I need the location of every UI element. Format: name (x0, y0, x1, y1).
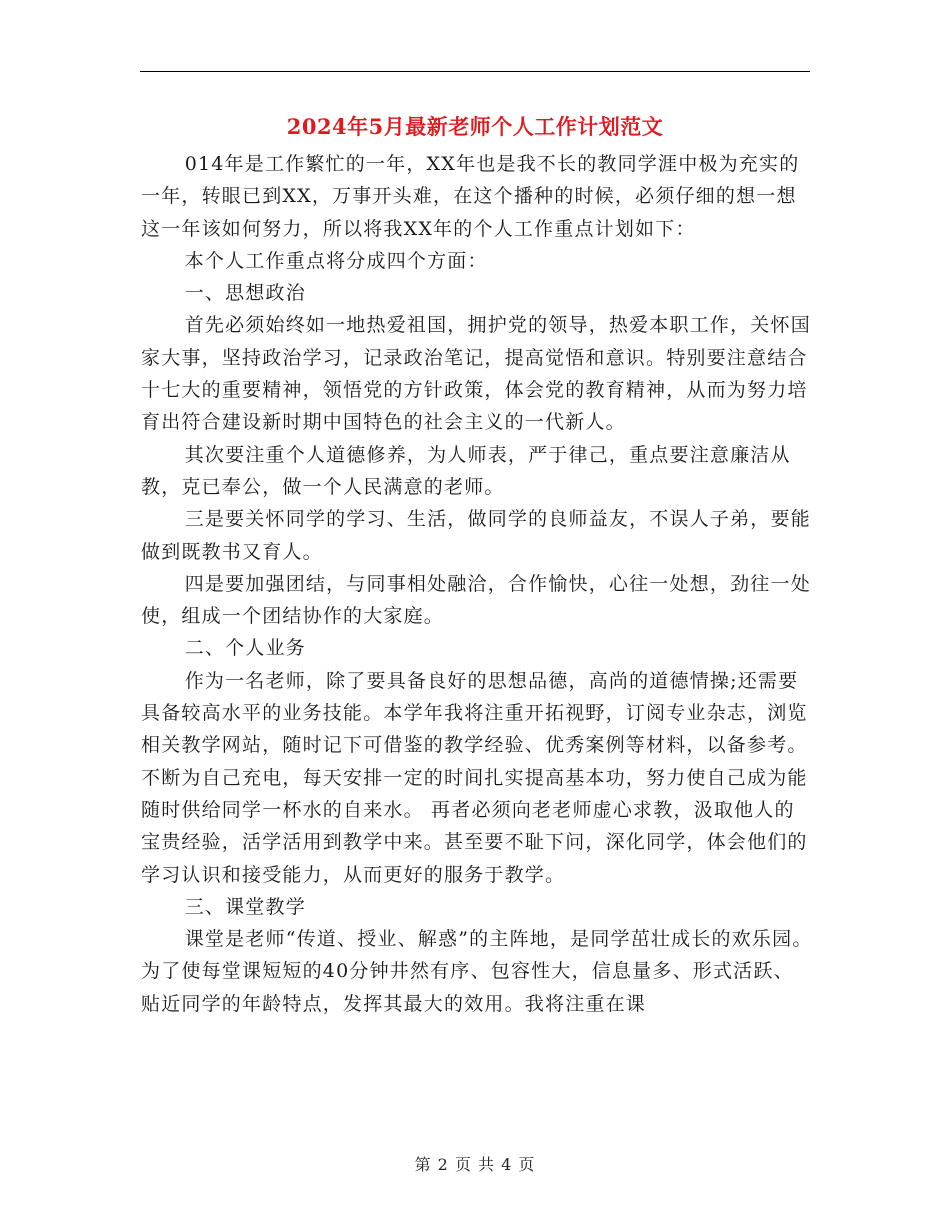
document-title: 2024年5月最新老师个人工作计划范文 (286, 114, 664, 139)
paragraph: 课堂是老师“传道、授业、解惑”的主阵地，是同学茁壮成长的欢乐园。为了使每堂课短短的40分钟井然有序、包容性大，信息量多、形式活跃、贴近同学的年龄特点，发挥其最大的效用。我将注重在课 (141, 928, 813, 1015)
paragraph: 四是要加强团结，与同事相处融洽，合作愉快，心往一处想，劲往一处使，组成一个团结协作的大家庭。 (141, 572, 811, 628)
paragraph: 本个人工作重点将分成四个方面： (184, 249, 488, 272)
paragraph: 014年是工作繁忙的一年，XX年也是我不长的教同学涯中极为充实的一年，转眼已到XX，万事开头难，在这个播种的时候，必须仔细的想一想这一年该如何努力，所以将我XX年的个人工作重点计划如下： (141, 153, 800, 240)
section-heading: 二、个人业务 (184, 637, 306, 660)
paragraph: 三是要关怀同学的学习、生活，做同学的良师益友，不误人子弟，要能做到既教书又育人。 (141, 508, 811, 563)
paragraph: 其次要注重个人道德修养，为人师表，严于律己，重点要注意廉洁从教，克已奉公，做一个人民满意的老师。 (141, 443, 791, 498)
section-heading: 一、思想政治 (184, 282, 306, 305)
document-body (141, 148, 813, 1020)
page-number: 第 2 页 共 4 页 (414, 1155, 536, 1174)
paragraph: 首先必须始终如一地热爱祖国，拥护党的领导，热爱本职工作，关怀国家大事，坚持政治学习，记录政治笔记，提高觉悟和意识。特别要注意结合十七大的重要精神，领悟党的方针政策，体会党的教育精神，从而为努力培育出符合建设新时期中国特色的社会主义的一代新人。 (141, 314, 811, 434)
paragraph: 作为一名老师，除了要具备良好的思想品德，高尚的道德情操;还需要具备较高水平的业务技能。本学年我将注重开拓视野，订阅专业杂志，浏览相关教学网站，随时记下可借鉴的教学经验、优秀案例等材料，以备参考。不断为自己充电，每天安排一定的时间扎实提高基本功，努力使自己成为能随时供给同学一杯水的自来水。 再者必须向老老师虚心求教，汲取他人的宝贵经验，活学活用到教学中来。甚至要不耻下问，深化同学，体会他们的学习认识和接受能力，从而更好的服务于教学。 (141, 669, 808, 886)
section-heading: 三、课堂教学 (184, 895, 306, 918)
header-rule (140, 71, 810, 72)
